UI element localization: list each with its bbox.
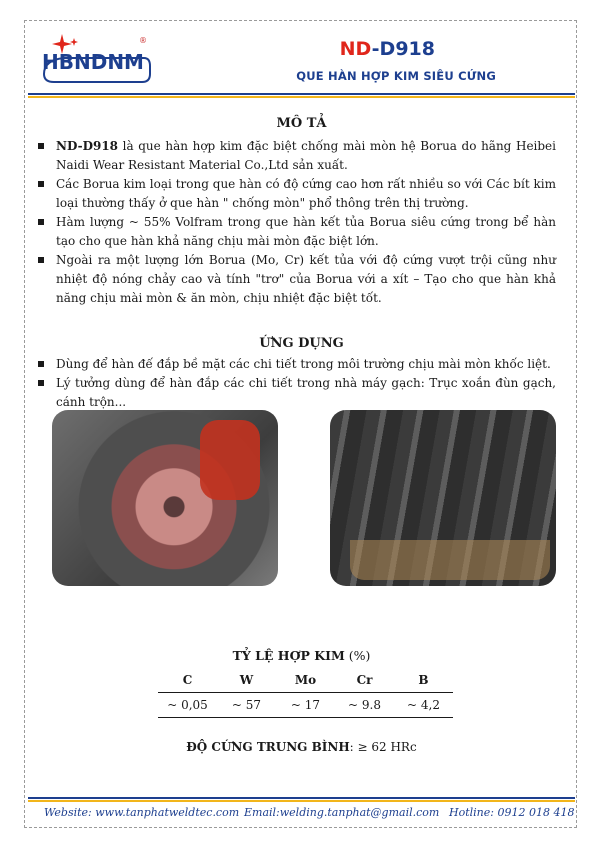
product-code-suffix: -D918 — [371, 38, 435, 60]
alloy-header: C — [158, 668, 217, 693]
average-hardness: ĐỘ CỨNG TRUNG BÌNH: ≥ 62 HRc — [186, 740, 417, 754]
photo-detail-red-part — [200, 420, 260, 500]
description-item: Ngoài ra một lượng lớn Borua (Mo, Cr) kết tủa với độ cứng vượt trội cũng như nhiệt độ nóng chảy cao và tính "trơ" của Borua với a xít – Tạo cho que hàn khả năng chịu mài mòn & ăn mòn, chịu nhiệt đặc biệt tốt. — [36, 251, 556, 308]
description-list — [36, 137, 556, 308]
description-item: Các Borua kim loại trong que hàn có độ cứng cao hơn rất nhiều so với Các bít kim loại thường thấy ở que hàn " chống mòn" phổ thông trên thị trường. — [36, 175, 556, 213]
logo-text: HBNDNM — [42, 50, 144, 74]
alloy-header: W — [217, 668, 276, 693]
alloy-value: ~ 0,05 — [158, 693, 217, 718]
application-title: ỨNG DỤNG — [259, 336, 344, 351]
alloy-value-row — [158, 693, 453, 718]
alloy-value: ~ 4,2 — [394, 693, 453, 718]
footer-email[interactable]: Email:welding.tanphat@gmail.com — [244, 806, 440, 819]
header-divider — [28, 93, 575, 95]
description-title: MÔ TẢ — [276, 116, 327, 131]
alloy-header: Mo — [276, 668, 335, 693]
footer-divider — [28, 797, 575, 799]
application-item: Dùng để hàn đế đắp bề mặt các chi tiết trong môi trường chịu mài mòn khốc liệt. — [36, 355, 556, 374]
registered-mark: ® — [139, 36, 147, 45]
footer-hotline: Hotline: 0912 018 418 — [449, 806, 575, 819]
alloy-value: ~ 57 — [217, 693, 276, 718]
application-item: Lý tưởng dùng để hàn đắp các chi tiết trong nhà máy gạch: Trục xoắn đùn gạch, cánh trộn... — [36, 374, 556, 412]
product-subtitle: QUE HÀN HỢP KIM SIÊU CỨNG — [296, 69, 496, 83]
photo-detail-pallet — [350, 540, 550, 580]
alloy-value: ~ 17 — [276, 693, 335, 718]
footer-website[interactable]: Website: www.tanphatweldtec.com — [44, 806, 240, 819]
description-item: Hàm lượng ~ 55% Volfram trong que hàn kết tủa Borua siêu cứng trong bể hàn tạo cho que hàn khả năng chịu mài mòn đặc biệt lớn. — [36, 213, 556, 251]
application-list — [36, 355, 556, 412]
product-code — [340, 38, 435, 60]
alloy-header-row — [158, 668, 453, 693]
description-item: ND-D918 là que hàn hợp kim đặc biệt chống mài mòn hệ Borua do hãng Heibei Naidi Wear Resistant Material Co.,Ltd sản xuất. — [36, 137, 556, 175]
alloy-header: Cr — [335, 668, 394, 693]
header-divider-accent — [28, 96, 575, 98]
alloy-table — [158, 668, 453, 718]
product-code-prefix: ND — [339, 38, 372, 60]
footer-divider-accent — [28, 800, 575, 802]
alloy-value: ~ 9.8 — [335, 693, 394, 718]
alloy-header: B — [394, 668, 453, 693]
alloy-table-title: TỶ LỆ HỢP KIM (%) — [232, 648, 371, 663]
